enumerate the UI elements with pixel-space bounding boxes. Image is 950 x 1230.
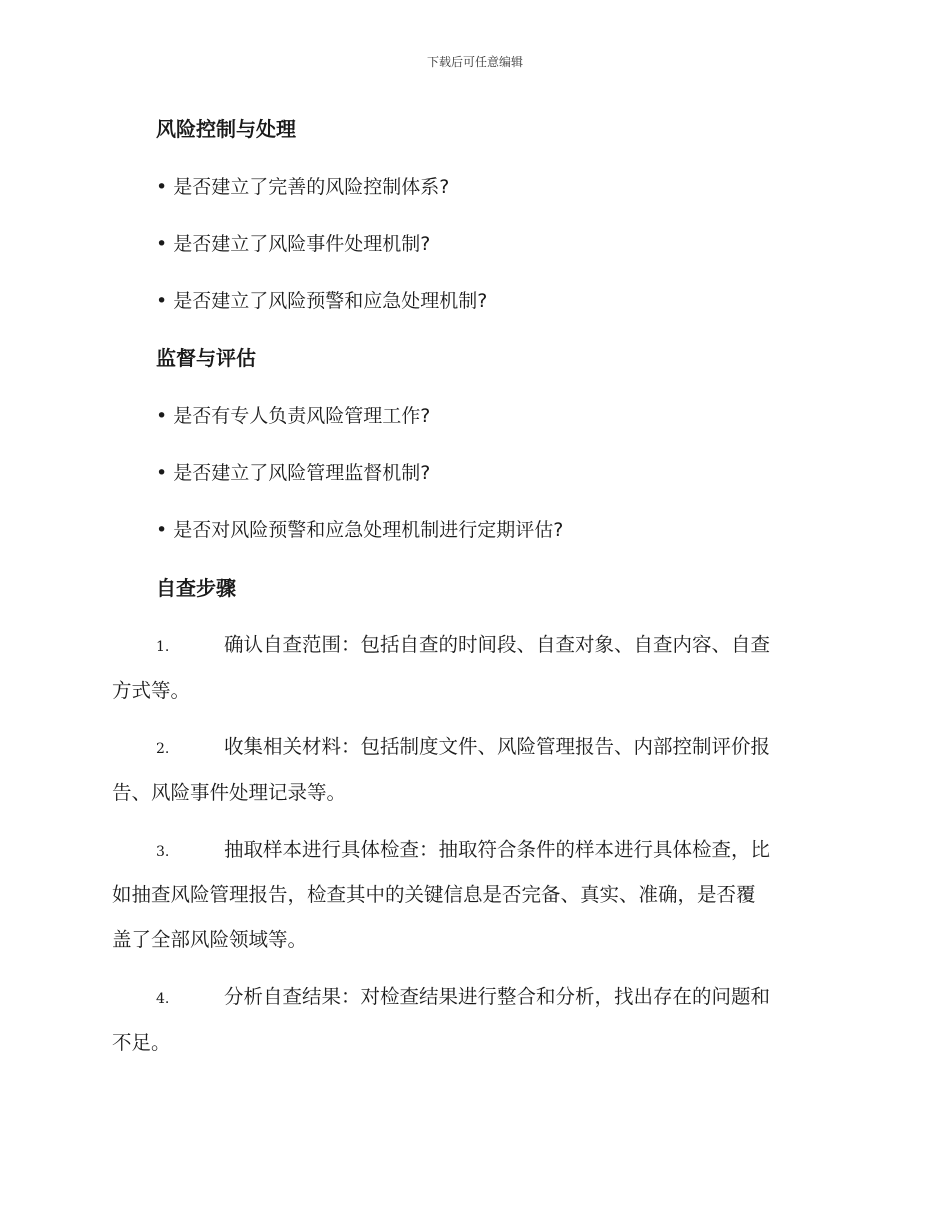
section-heading-supervision: 监督与评估 xyxy=(156,346,256,370)
step-text-line: 抽取样本进行具体检查：抽取符合条件的样本进行具体检查，比 xyxy=(224,838,771,861)
step-text-line: 方式等。 xyxy=(112,679,191,702)
page-header-note: 下载后可任意编辑 xyxy=(426,55,523,69)
step-text-line: 收集相关材料：包括制度文件、风险管理报告、内部控制评价报 xyxy=(224,735,771,758)
step-text-line: 分析自查结果：对检查结果进行整合和分析，找出存在的问题和 xyxy=(224,985,771,1008)
step-text-line: 盖了全部风险领域等。 xyxy=(112,928,308,951)
bullet-item: • 是否建立了风险事件处理机制? xyxy=(156,233,431,255)
step-text-line: 不足。 xyxy=(112,1031,171,1054)
step-number: 1. xyxy=(156,639,170,655)
step-number: 2. xyxy=(156,741,170,757)
step-text-line: 确认自查范围：包括自查的时间段、自查对象、自查内容、自查 xyxy=(224,633,771,656)
step-number: 3. xyxy=(156,844,170,860)
section-heading-risk-control: 风险控制与处理 xyxy=(156,117,296,141)
bullet-item: • 是否建立了风险管理监督机制? xyxy=(156,462,431,484)
bullet-item: • 是否建立了风险预警和应急处理机制? xyxy=(156,290,488,312)
bullet-item: • 是否有专人负责风险管理工作? xyxy=(156,405,431,427)
step-text-line: 告、风险事件处理记录等。 xyxy=(112,781,347,804)
section-heading-steps: 自查步骤 xyxy=(156,576,236,600)
step-number: 4. xyxy=(156,991,170,1007)
step-text-line: 如抽查风险管理报告，检查其中的关键信息是否完备、真实、准确，是否覆 xyxy=(112,883,756,906)
bullet-item: • 是否对风险预警和应急处理机制进行定期评估? xyxy=(156,519,564,541)
bullet-item: • 是否建立了完善的风险控制体系? xyxy=(156,176,450,198)
